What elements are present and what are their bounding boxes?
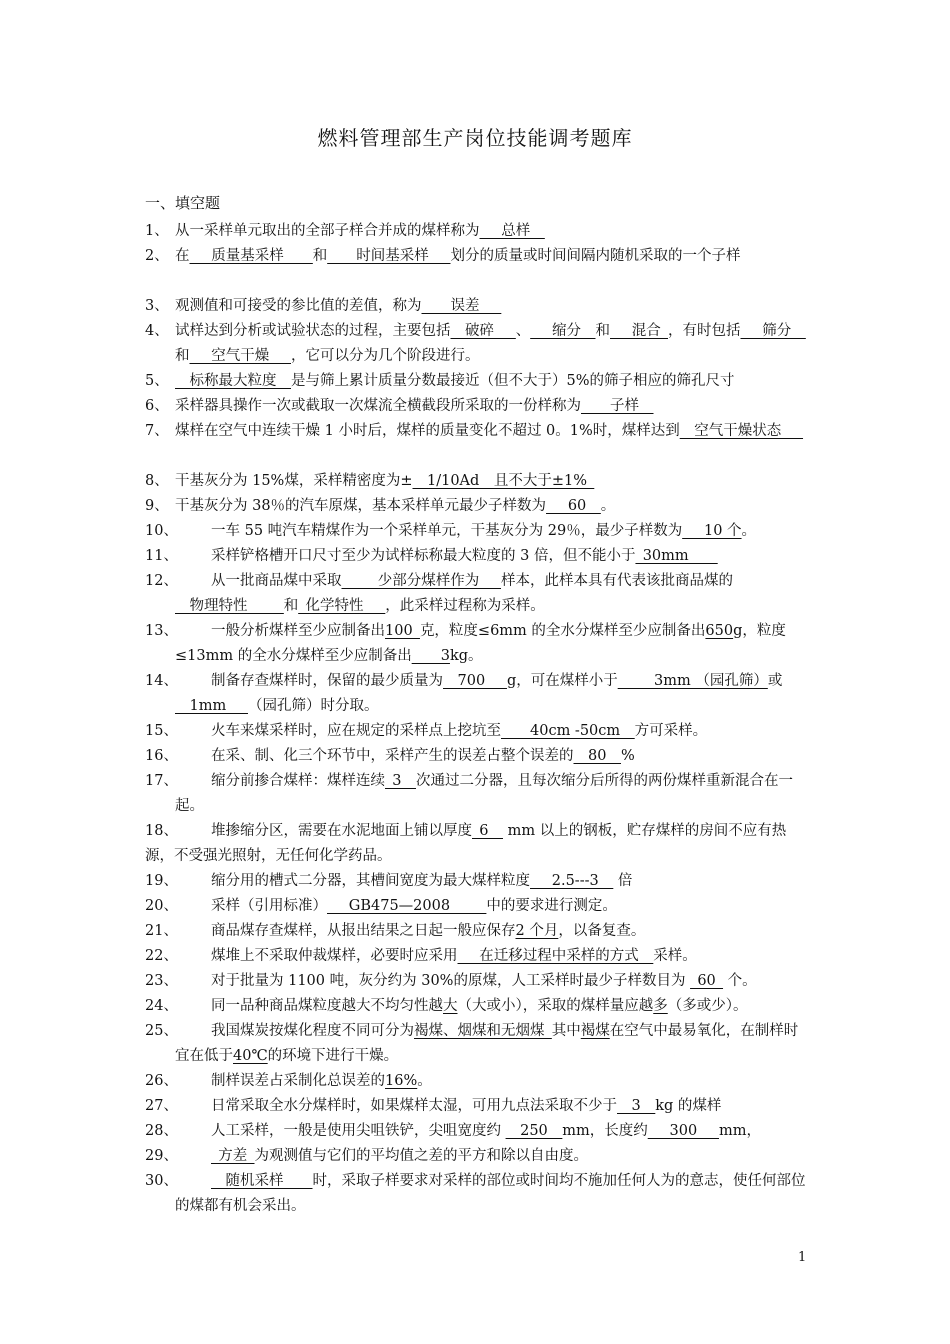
question-text: 一车 55 吨汽车精煤作为一个采样单元，干基灰分为 29％，最少子样数为___10 个。 xyxy=(211,523,757,539)
question-item xyxy=(145,569,810,619)
question-item xyxy=(145,819,810,869)
question-text: 试样达到分析或试验状态的过程，主要包括__破碎___、___缩分__和___混合_，有时包括___筛分__和___空气干燥___，它可以分为几个阶段进行。 xyxy=(175,323,806,364)
question-text: 商品煤存查煤样，从报出结果之日起一般应保存2 个月，以备复查。 xyxy=(211,923,646,939)
question-item xyxy=(145,869,810,894)
question-number: 18、 xyxy=(145,823,178,839)
question-text: 对于批量为 1100 吨，灰分约为 30%的原煤，人工采样时最少子样数目为 _60_ 个。 xyxy=(211,973,757,989)
question-number: 3、 xyxy=(145,298,169,314)
answer-blank: 40℃ xyxy=(233,1048,268,1064)
answer-blank: ___质量基采样____ xyxy=(189,248,313,264)
answer-blank: __1mm___ xyxy=(175,698,248,714)
question-number: 24、 xyxy=(145,998,178,1014)
answer-blank: 100_ xyxy=(385,623,420,639)
question-number: 16、 xyxy=(145,748,178,764)
question-text: 干基灰分为 38％的汽车原煤，基本采样单元最少子样数为___60__。 xyxy=(175,498,616,514)
question-text: 在采、制、化三个环节中，采样产生的误差占整个误差的__80__% xyxy=(211,748,635,764)
question-number: 25、 xyxy=(145,1023,178,1039)
question-item xyxy=(145,1019,810,1069)
question-number: 12、 xyxy=(145,573,178,589)
question-text: 我国煤炭按煤化程度不同可分为褐煤、烟煤和无烟煤_其中褐煤在空气中最易氧化，在制样时宜在低于40℃的环境下进行干燥。 xyxy=(175,1023,799,1064)
answer-blank: ____子样__ xyxy=(581,398,654,414)
question-number: 7、 xyxy=(145,423,169,439)
answer-blank: __随机采样____ xyxy=(211,1173,313,1189)
answer-blank: ___300___ xyxy=(647,1123,719,1139)
answer-blank: 16% xyxy=(385,1073,418,1089)
answer-blank: ___筛分__ xyxy=(740,323,806,339)
question-item xyxy=(145,619,810,669)
question-number: 2、 xyxy=(145,248,169,264)
question-text: 从一批商品煤中采取_____少部分煤样作为___样本，此样本具有代表该批商品煤的__物理特性_____和_化学特性___，此采样过程称为采样。 xyxy=(175,573,733,614)
answer-blank: ____误差___ xyxy=(421,298,502,314)
question-number: 19、 xyxy=(145,873,178,889)
question-number: 1、 xyxy=(145,223,169,239)
question-item xyxy=(145,544,810,569)
question-number: 5、 xyxy=(145,373,169,389)
question-number: 14、 xyxy=(145,673,178,689)
question-number: 23、 xyxy=(145,973,178,989)
answer-blank: ___10 个 xyxy=(682,523,742,539)
question-number: 28、 xyxy=(145,1123,178,1139)
answer-blank: __标称最大粒度__ xyxy=(175,373,291,389)
answer-blank: _6__ xyxy=(472,823,503,839)
question-text: 堆掺缩分区，需要在水泥地面上铺以厚度_6__ mm 以上的钢板，贮存煤样的房间不应有热源，不受强光照射，无任何化学药品。 xyxy=(145,823,787,864)
question-number: 11、 xyxy=(145,548,178,564)
question-item xyxy=(145,394,810,419)
question-item xyxy=(145,319,810,369)
answer-blank: ___在迁移过程中采样的方式__ xyxy=(457,948,654,964)
question-item xyxy=(145,744,810,769)
question-text: 缩分前掺合煤样：煤样连续_3__次通过二分器，且每次缩分后所得的两份煤样重新混合在一起。 xyxy=(175,773,793,814)
question-text: 缩分用的槽式二分器，其槽间宽度为最大煤样粒度___2.5---3__ 倍 xyxy=(211,873,633,889)
question-item xyxy=(145,294,810,319)
question-text: 同一品种商品煤粒度越大不均匀性越大（大或小），采取的煤样量应越多（多或少）。 xyxy=(211,998,748,1014)
question-text: 在___质量基采样____和____时间基采样___划分的质量或时间间隔内随机采取的一个子样 xyxy=(175,248,741,264)
question-text: 采样铲格槽开口尺寸至少为试样标称最大粒度的 3 倍，但不能小于_30mm____ xyxy=(211,548,718,564)
question-number: 30、 xyxy=(145,1173,178,1189)
answer-blank: _____3mm （园孔筛） xyxy=(617,673,768,689)
answer-blank: ____时间基采样___ xyxy=(327,248,451,264)
question-item xyxy=(145,669,810,719)
answer-blank: __700___ xyxy=(443,673,507,689)
question-text: 观测值和可接受的参比值的差值，称为____误差___ xyxy=(175,298,502,314)
answer-blank: 多 xyxy=(653,998,668,1014)
question-text: 从一采样单元取出的全部子样合并成的煤样称为___总样__ xyxy=(175,223,545,239)
question-text: 制样误差占采制化总误差的16%。 xyxy=(211,1073,432,1089)
question-text: 日常采取全水分煤样时，如果煤样太湿，可用九点法采取不少于__3__kg 的煤样 xyxy=(211,1098,722,1114)
question-number: 13、 xyxy=(145,623,178,639)
answer-blank: _化学特性___ xyxy=(298,598,386,614)
answer-blank: __3__ xyxy=(617,1098,656,1114)
question-item xyxy=(145,219,810,244)
question-number: 26、 xyxy=(145,1073,178,1089)
question-number: 27、 xyxy=(145,1098,178,1114)
question-item xyxy=(145,1119,810,1144)
question-item xyxy=(145,1094,810,1119)
question-item xyxy=(145,769,810,819)
answer-blank: _60_ xyxy=(690,973,724,989)
answer-blank: _____少部分煤样作为___ xyxy=(341,573,501,589)
question-number: 22、 xyxy=(145,948,178,964)
question-item xyxy=(145,1144,810,1169)
question-item xyxy=(145,994,810,1019)
question-item xyxy=(145,719,810,744)
answer-blank: _30mm____ xyxy=(635,548,718,564)
question-text: __标称最大粒度__是与筛上累计质量分数最接近（但不大于）5%的筛子相应的筛孔尺寸 xyxy=(175,373,735,389)
answer-blank: __80__ xyxy=(573,748,621,764)
question-number: 9、 xyxy=(145,498,169,514)
question-text: 火车来煤采样时，应在规定的采样点上挖坑至____40cm -50cm__方可采样。 xyxy=(211,723,708,739)
answer-blank: ___GB475—2008_____ xyxy=(327,898,487,914)
answer-blank: ____40cm -50cm__ xyxy=(501,723,635,739)
answer-blank: ___总样__ xyxy=(479,223,545,239)
page-number: 1 xyxy=(798,1250,807,1265)
question-text: 干基灰分为 15%煤，采样精密度为±__1/10Ad__且不大于±1%_ xyxy=(175,473,595,489)
question-number: 21、 xyxy=(145,923,178,939)
question-item xyxy=(145,244,810,269)
answer-blank: __破碎___ xyxy=(450,323,516,339)
answer-blank: 褐煤、烟煤和无烟煤_ xyxy=(414,1023,552,1039)
answer-blank: __空气干燥状态___ xyxy=(679,423,804,439)
answer-blank: ___混合_ xyxy=(610,323,668,339)
answer-blank: 褐煤 xyxy=(580,1023,610,1039)
answer-blank: _3__ xyxy=(385,773,416,789)
question-item xyxy=(145,494,810,519)
question-text: 采样器具操作一次或截取一次煤流全横截段所采取的一份样称为____子样__ xyxy=(175,398,654,414)
question-item xyxy=(145,944,810,969)
question-text: 煤堆上不采取仲裁煤样，必要时应采用___在迁移过程中采样的方式__采样。 xyxy=(211,948,697,964)
question-number: 10、 xyxy=(145,523,178,539)
question-number: 15、 xyxy=(145,723,178,739)
answer-blank: ___2.5---3__ xyxy=(530,873,614,889)
question-text: 采样（引用标准）___GB475—2008_____中的要求进行测定。 xyxy=(211,898,617,914)
question-item xyxy=(145,1069,810,1094)
question-item xyxy=(145,919,810,944)
answer-blank: 大 xyxy=(443,998,458,1014)
answer-blank: __物理特性_____ xyxy=(175,598,284,614)
question-text: _方差_为观测值与它们的平均值之差的平方和除以自由度。 xyxy=(211,1148,588,1164)
question-number: 8、 xyxy=(145,473,169,489)
question-number: 20、 xyxy=(145,898,178,914)
question-number: 29、 xyxy=(145,1148,178,1164)
question-item xyxy=(145,469,810,494)
question-text: 煤样在空气中连续干燥 1 小时后，煤样的质量变化不超过 0。1%时，煤样达到__空气干燥状态___ xyxy=(175,423,804,439)
answer-blank: ____3 xyxy=(411,648,450,664)
section-heading: 一、填空题 xyxy=(145,194,221,212)
answer-blank: _方差_ xyxy=(211,1148,255,1164)
question-item xyxy=(145,969,810,994)
answer-blank: 2 个月 xyxy=(515,923,559,939)
question-number: 17、 xyxy=(145,773,178,789)
question-text: 一般分析煤样至少应制备出100_克，粒度≤6mm 的全水分煤样至少应制备出650g，粒度≤13mm 的全水分煤样至少应制备出____3kg。 xyxy=(175,623,786,664)
question-item xyxy=(145,519,810,544)
question-item xyxy=(145,1169,810,1219)
page-title: 燃料管理部生产岗位技能调考题库 xyxy=(317,126,633,150)
answer-blank: ___60__ xyxy=(546,498,601,514)
question-item xyxy=(145,419,810,444)
question-text: 人工采样，一般是使用尖咀铁铲，尖咀宽度约 __250__mm，长度约___300___mm， xyxy=(211,1123,761,1139)
answer-blank: ___缩分__ xyxy=(530,323,596,339)
question-item xyxy=(145,894,810,919)
question-text: 制备存查煤样时，保留的最少质量为__700___g，可在煤样小于_____3mm （园孔筛）或__1mm___（园孔筛）时分取。 xyxy=(175,673,783,714)
answer-blank: __1/10Ad__且不大于±1%_ xyxy=(412,473,595,489)
answer-blank: ___空气干燥___ xyxy=(189,348,291,364)
question-item xyxy=(145,369,810,394)
question-number: 4、 xyxy=(145,323,169,339)
question-text: __随机采样____时，采取子样要求对采样的部位或时间均不施加任何人为的意志，使任何部位的煤都有机会采出。 xyxy=(175,1173,806,1214)
answer-blank: __250__ xyxy=(505,1123,563,1139)
question-number: 6、 xyxy=(145,398,169,414)
answer-blank: 650 xyxy=(705,623,734,639)
